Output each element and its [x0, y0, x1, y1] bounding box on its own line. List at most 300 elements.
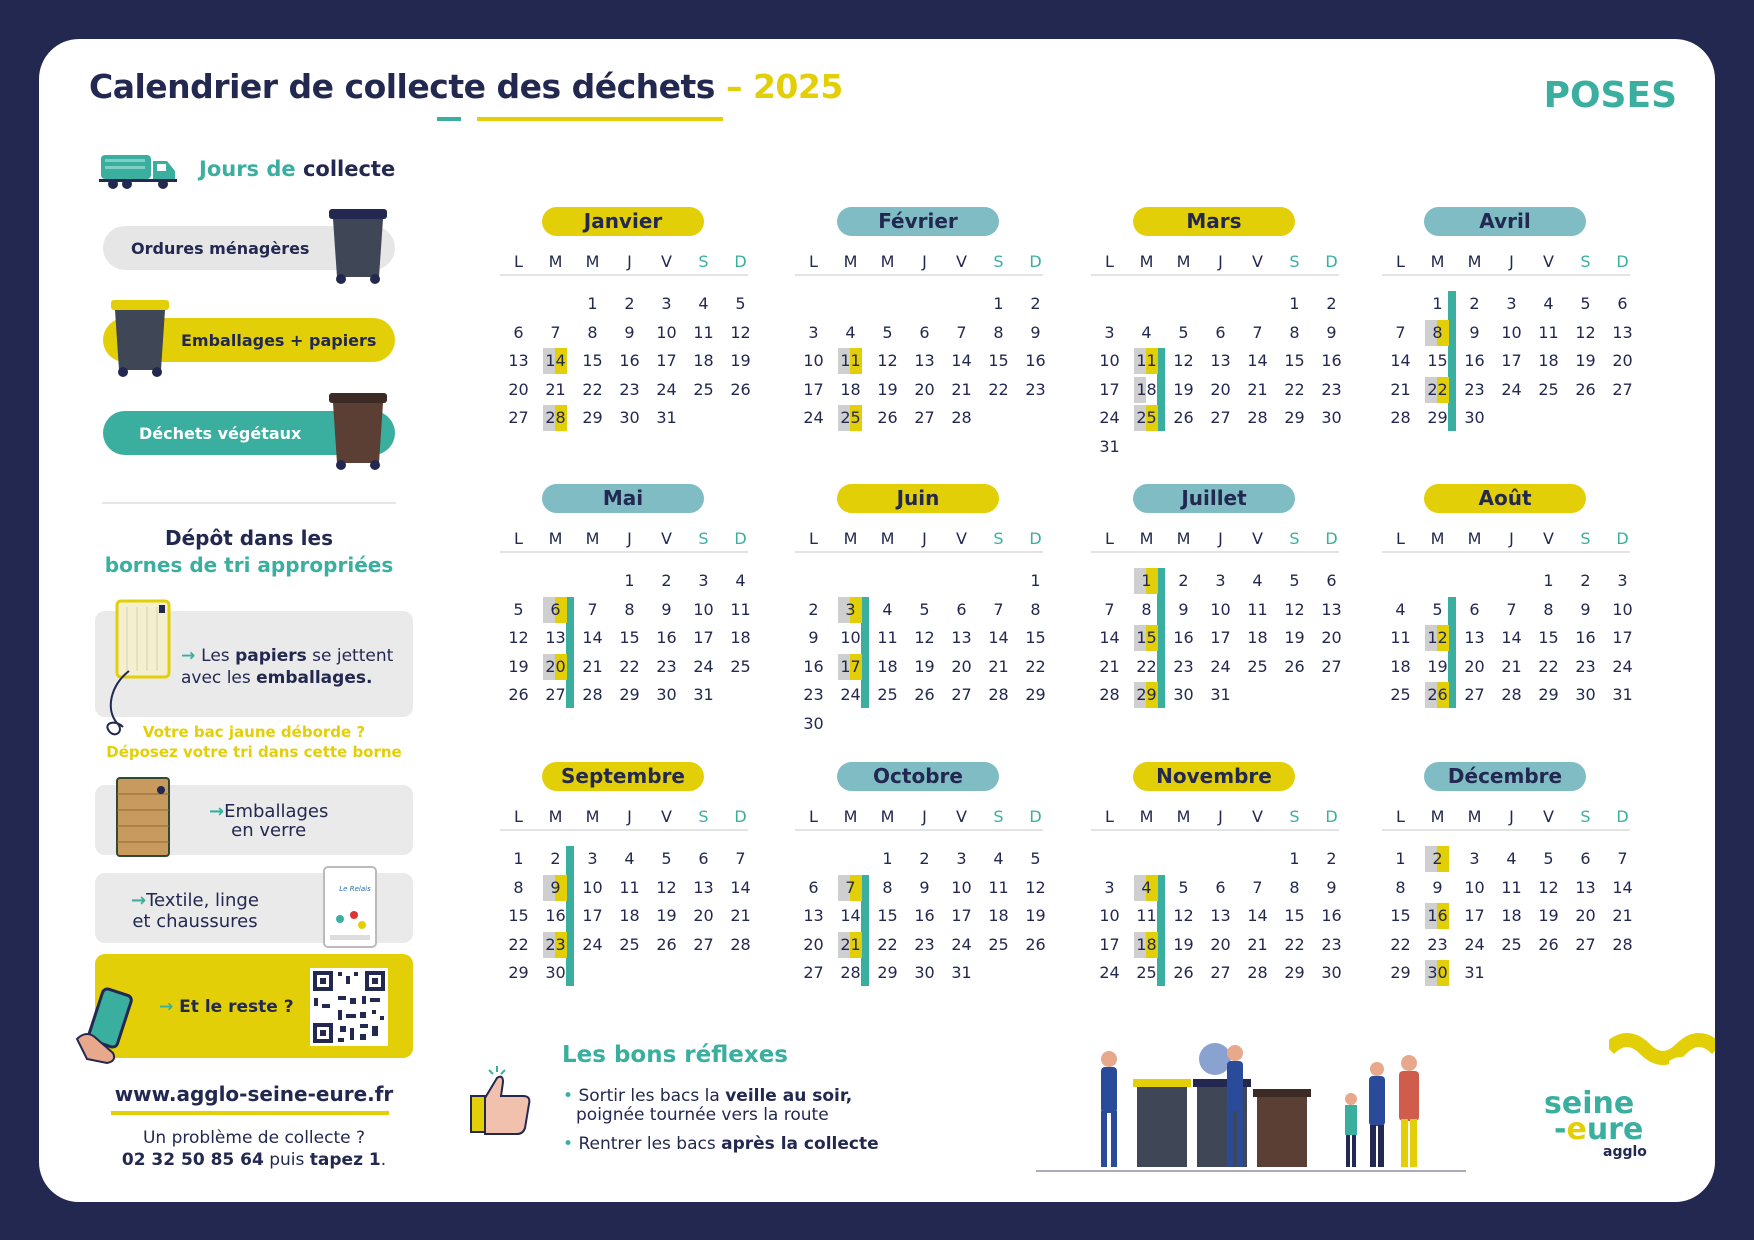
calendar-day: 9	[1580, 599, 1591, 619]
weekday-label: S	[1289, 529, 1300, 548]
calendar-day: 1	[1289, 294, 1300, 313]
calendar-day: 5	[1580, 294, 1591, 313]
calendar-day: 10	[693, 599, 714, 619]
legend-title: Jours de collecte	[199, 157, 396, 181]
calendar-day: 6	[1617, 294, 1628, 313]
calendar-day: 6	[698, 849, 709, 868]
website-link[interactable]: www.agglo-seine-eure.fr	[114, 1082, 394, 1106]
calendar-day: 24	[1464, 934, 1485, 954]
calendar-day: 26	[1575, 379, 1596, 399]
calendar-day: 30	[656, 685, 677, 705]
calendar-day: 1	[1030, 571, 1041, 590]
calendar-day: 22	[1136, 656, 1157, 676]
weekday-label: V	[1543, 807, 1554, 826]
calendar-day: 19	[730, 351, 751, 371]
calendar-day: 13	[914, 351, 935, 371]
calendar-day: 6	[1215, 322, 1226, 342]
calendar-day: 1	[1432, 294, 1443, 313]
calendar-day: 28	[1390, 408, 1411, 428]
calendar-day: 4	[845, 322, 856, 342]
calendar-day: 3	[1104, 877, 1115, 897]
weekday-label: M	[843, 252, 858, 271]
calendar-day: 16	[914, 906, 935, 926]
wave-decoration-white	[1669, 1051, 1715, 1079]
calendar-day: 7	[845, 877, 856, 897]
calendar-day: 30	[1321, 963, 1342, 983]
calendar-day: 6	[1469, 599, 1480, 619]
calendar-day: 24	[803, 408, 824, 428]
calendar-day: 23	[656, 656, 677, 676]
glass-bank-icon	[115, 776, 171, 858]
calendar-day: 11	[1538, 322, 1559, 342]
calendar-day: 14	[1501, 628, 1522, 648]
calendar-day: 13	[1210, 351, 1231, 371]
textile-bank-icon	[322, 865, 378, 949]
weekday-label: D	[1616, 807, 1629, 826]
calendar-day: 28	[1247, 963, 1268, 983]
weekday-label: M	[1139, 807, 1154, 826]
calendar-day: 20	[1321, 628, 1342, 648]
weekday-label: D	[734, 529, 747, 548]
calendar-day: 20	[1612, 351, 1633, 371]
calendar-day: 17	[1099, 934, 1120, 954]
calendar-day: 12	[877, 351, 898, 371]
weekday-header	[500, 529, 748, 553]
weekday-label: J	[922, 807, 927, 826]
calendar-day: 3	[587, 849, 598, 868]
calendar-day: 23	[914, 934, 935, 954]
calendar-day: 22	[1284, 934, 1305, 954]
calendar-day: 2	[1580, 571, 1591, 590]
calendar-day: 17	[656, 351, 677, 371]
calendar-day: 1	[513, 849, 524, 868]
weekday-label: M	[585, 529, 600, 548]
legend-emballages: Emballages + papiers	[103, 318, 395, 362]
calendar-day: 26	[877, 408, 898, 428]
calendar-day: 20	[1464, 656, 1485, 676]
weekday-label: J	[1509, 529, 1514, 548]
calendar-day: 17	[951, 906, 972, 926]
calendar-day: 23	[1464, 379, 1485, 399]
calendar-day: 18	[1501, 906, 1522, 926]
weekday-label: D	[1029, 529, 1042, 548]
calendar-day: 31	[693, 685, 714, 705]
reflexe-2: • Rentrer les bacs après la collecte	[563, 1134, 879, 1154]
calendar-day: 8	[1141, 599, 1152, 619]
month-title: Mai	[542, 484, 704, 513]
calendar-day: 7	[735, 849, 746, 868]
weekday-label: L	[514, 807, 523, 826]
calendar-day: 23	[1321, 379, 1342, 399]
weekday-label: L	[514, 529, 523, 548]
weekday-label: M	[1139, 252, 1154, 271]
calendar-day: 22	[619, 656, 640, 676]
calendar-day: 5	[1543, 849, 1554, 868]
calendar-day: 2	[808, 599, 819, 619]
weekday-header	[1091, 252, 1339, 276]
calendar-day: 26	[1427, 685, 1448, 705]
calendar-day: 6	[550, 599, 561, 619]
calendar-day: 31	[1612, 685, 1633, 705]
calendar-day: 5	[882, 322, 893, 342]
weekday-label: L	[1105, 807, 1114, 826]
calendar-day: 2	[919, 849, 930, 868]
calendar-day: 22	[1427, 379, 1448, 399]
weekday-header	[1091, 529, 1339, 553]
calendar-day: 9	[1178, 599, 1189, 619]
calendar-day: 17	[1464, 906, 1485, 926]
weekday-label: L	[809, 529, 818, 548]
weekday-label: M	[1176, 252, 1191, 271]
calendar-day: 18	[988, 906, 1009, 926]
weekday-label: L	[1105, 529, 1114, 548]
weekday-label: M	[1430, 807, 1445, 826]
month-title: Décembre	[1424, 762, 1586, 791]
website-underline	[111, 1111, 389, 1115]
calendar-day: 14	[840, 906, 861, 926]
calendar-day: 4	[735, 571, 746, 590]
calendar-day: 31	[951, 963, 972, 983]
calendar-day: 12	[914, 628, 935, 648]
borne-papiers-text: → Les papiers se jettent avec les emballages.	[181, 646, 394, 688]
calendar-day: 11	[988, 877, 1009, 897]
weekday-label: D	[1325, 807, 1338, 826]
calendar-day: 15	[582, 351, 603, 371]
calendar-day: 1	[587, 294, 598, 313]
calendar-day: 13	[1464, 628, 1485, 648]
calendar-day: 4	[1141, 877, 1152, 897]
seine-eure-logo: seine -eure	[1544, 1086, 1644, 1147]
calendar-day: 11	[840, 351, 861, 371]
calendar-day: 22	[508, 934, 529, 954]
calendar-day: 15	[1284, 906, 1305, 926]
calendar-day: 11	[1136, 351, 1157, 371]
weekday-label: M	[880, 807, 895, 826]
calendar-day: 5	[919, 599, 930, 619]
weekday-label: M	[1430, 529, 1445, 548]
calendar-day: 2	[1030, 294, 1041, 313]
calendar-day: 24	[582, 934, 603, 954]
calendar-day: 27	[1321, 656, 1342, 676]
calendar-day: 20	[693, 906, 714, 926]
calendar-day: 23	[1173, 656, 1194, 676]
calendar-day: 8	[882, 877, 893, 897]
calendar-day: 31	[1210, 685, 1231, 705]
separator	[102, 502, 396, 504]
calendar-day: 1	[882, 849, 893, 868]
calendar-day: 29	[877, 963, 898, 983]
calendar-day: 26	[1173, 963, 1194, 983]
reflexe-1: • Sortir les bacs la veille au soir, poignée tournée vers la route	[563, 1086, 853, 1125]
calendar-day: 12	[1427, 628, 1448, 648]
calendar-day: 26	[656, 934, 677, 954]
calendar-day: 5	[1030, 849, 1041, 868]
calendar-day: 4	[882, 599, 893, 619]
calendar-day: 28	[1099, 685, 1120, 705]
calendar-day: 11	[1501, 877, 1522, 897]
calendar-day: 10	[951, 877, 972, 897]
calendar-day: 10	[1210, 599, 1231, 619]
weekday-label: M	[1430, 252, 1445, 271]
calendar-day: 6	[919, 322, 930, 342]
calendar-day: 6	[513, 322, 524, 342]
smartphone-hand-icon	[73, 987, 143, 1067]
calendar-day: 27	[1210, 408, 1231, 428]
weekday-label: D	[1616, 529, 1629, 548]
calendar-day: 22	[1025, 656, 1046, 676]
month-title: Juillet	[1133, 484, 1295, 513]
calendar-day: 20	[914, 379, 935, 399]
calendar-day: 10	[803, 351, 824, 371]
calendar-day: 18	[693, 351, 714, 371]
calendar-day: 18	[877, 656, 898, 676]
weekday-header	[795, 529, 1043, 553]
calendar-day: 25	[840, 408, 861, 428]
calendar-day: 8	[1543, 599, 1554, 619]
calendar-day: 6	[808, 877, 819, 897]
calendar-day: 8	[1289, 322, 1300, 342]
calendar-day: 24	[1099, 963, 1120, 983]
calendar-day: 14	[1612, 877, 1633, 897]
calendar-day: 14	[1247, 906, 1268, 926]
calendar-day: 11	[877, 628, 898, 648]
calendar-day: 16	[1575, 628, 1596, 648]
calendar-day: 3	[808, 322, 819, 342]
calendar-day: 11	[1247, 599, 1268, 619]
title-underline-teal	[437, 117, 461, 121]
calendar-day: 2	[1432, 849, 1443, 868]
calendar-day: 25	[619, 934, 640, 954]
calendar-day: 17	[1501, 351, 1522, 371]
calendar-day: 19	[656, 906, 677, 926]
weekday-label: D	[734, 807, 747, 826]
calendar-day: 13	[1210, 906, 1231, 926]
calendar-day: 11	[1136, 906, 1157, 926]
calendar-day: 25	[693, 379, 714, 399]
calendar-day: 27	[1464, 685, 1485, 705]
weekday-label: L	[514, 252, 523, 271]
month-title: Mars	[1133, 207, 1295, 236]
weekday-header	[1382, 807, 1630, 831]
weekday-label: J	[627, 252, 632, 271]
weekday-label: D	[734, 252, 747, 271]
weekday-label: M	[1139, 529, 1154, 548]
calendar-day: 24	[951, 934, 972, 954]
calendar-day: 4	[624, 849, 635, 868]
people-bins-illustration	[1069, 1039, 1469, 1171]
calendar-day: 23	[803, 685, 824, 705]
calendar-day: 5	[1178, 877, 1189, 897]
calendar-day: 19	[1173, 379, 1194, 399]
calendar-day: 19	[914, 656, 935, 676]
weekday-label: V	[956, 529, 967, 548]
calendar-day: 12	[1173, 906, 1194, 926]
grey-bin-icon	[327, 207, 389, 285]
calendar-day: 28	[545, 408, 566, 428]
weekday-label: L	[1396, 807, 1405, 826]
calendar-day: 27	[545, 685, 566, 705]
calendar-day: 13	[951, 628, 972, 648]
calendar-day: 7	[1104, 599, 1115, 619]
weekday-label: M	[843, 529, 858, 548]
calendar-day: 29	[1284, 408, 1305, 428]
weekday-label: V	[956, 807, 967, 826]
weekday-label: V	[1543, 529, 1554, 548]
calendar-day: 29	[1427, 408, 1448, 428]
legend-ordures: Ordures ménagères	[103, 226, 395, 270]
calendar-day: 1	[1395, 849, 1406, 868]
calendar-day: 28	[988, 685, 1009, 705]
calendar-day: 12	[1025, 877, 1046, 897]
calendar-day: 7	[1252, 877, 1263, 897]
calendar-day: 10	[1501, 322, 1522, 342]
calendar-day: 19	[1025, 906, 1046, 926]
weekday-label: J	[1509, 807, 1514, 826]
weekday-label: S	[993, 807, 1004, 826]
weekday-label: M	[585, 807, 600, 826]
calendar-day: 28	[1501, 685, 1522, 705]
calendar-day: 23	[1321, 934, 1342, 954]
calendar-day: 26	[508, 685, 529, 705]
calendar-day: 22	[582, 379, 603, 399]
calendar-day: 31	[1464, 963, 1485, 983]
calendar-day: 9	[1326, 877, 1337, 897]
weekday-label: M	[1467, 807, 1482, 826]
calendar-day: 15	[508, 906, 529, 926]
weekday-label: M	[548, 807, 563, 826]
calendar-day: 22	[1538, 656, 1559, 676]
calendar-day: 5	[735, 294, 746, 313]
calendar-day: 18	[1390, 656, 1411, 676]
calendar-day: 19	[877, 379, 898, 399]
weekday-label: J	[1509, 252, 1514, 271]
calendar-day: 27	[803, 963, 824, 983]
weekday-label: M	[585, 252, 600, 271]
calendar-day: 11	[619, 877, 640, 897]
weekday-label: V	[1543, 252, 1554, 271]
month-title: Novembre	[1133, 762, 1295, 791]
calendar-day: 8	[1030, 599, 1041, 619]
weekday-label: S	[1580, 807, 1591, 826]
calendar-day: 21	[1390, 379, 1411, 399]
calendar-day: 18	[730, 628, 751, 648]
calendar-day: 16	[619, 351, 640, 371]
calendar-day: 15	[877, 906, 898, 926]
calendar-day: 4	[698, 294, 709, 313]
calendar-day: 19	[1427, 656, 1448, 676]
weekday-label: M	[880, 252, 895, 271]
weekday-label: M	[1176, 529, 1191, 548]
calendar-card	[39, 39, 1715, 1202]
weekday-label: L	[1396, 252, 1405, 271]
calendar-day: 4	[1252, 571, 1263, 590]
calendar-day: 21	[730, 906, 751, 926]
calendar-day: 20	[1210, 934, 1231, 954]
qr-code-icon[interactable]	[310, 968, 388, 1046]
calendar-day: 2	[1326, 294, 1337, 313]
calendar-day: 18	[619, 906, 640, 926]
weekday-label: V	[1252, 252, 1263, 271]
calendar-day: 19	[1173, 934, 1194, 954]
month-title: Février	[837, 207, 999, 236]
calendar-day: 3	[1506, 294, 1517, 313]
calendar-day: 9	[919, 877, 930, 897]
calendar-day: 30	[1575, 685, 1596, 705]
weekday-label: S	[698, 529, 709, 548]
calendar-day: 17	[1099, 379, 1120, 399]
calendar-day: 8	[1395, 877, 1406, 897]
calendar-day: 16	[1427, 906, 1448, 926]
weekday-header	[795, 807, 1043, 831]
calendar-day: 15	[988, 351, 1009, 371]
calendar-day: 7	[587, 599, 598, 619]
calendar-day: 29	[1284, 963, 1305, 983]
yellow-bin-icon	[109, 298, 171, 378]
calendar-day: 21	[1247, 934, 1268, 954]
weekday-label: S	[1289, 807, 1300, 826]
calendar-day: 31	[656, 408, 677, 428]
weekday-header	[500, 807, 748, 831]
calendar-day: 23	[1575, 656, 1596, 676]
calendar-day: 24	[1612, 656, 1633, 676]
calendar-day: 30	[803, 714, 824, 733]
calendar-day: 7	[1252, 322, 1263, 342]
calendar-day: 13	[545, 628, 566, 648]
calendar-day: 17	[1612, 628, 1633, 648]
calendar-day: 25	[877, 685, 898, 705]
calendar-day: 17	[803, 379, 824, 399]
calendar-day: 21	[545, 379, 566, 399]
calendar-day: 16	[656, 628, 677, 648]
phone-number[interactable]: 02 32 50 85 64	[121, 1150, 264, 1170]
calendar-day: 24	[693, 656, 714, 676]
ground-line	[1036, 1170, 1466, 1172]
calendar-day: 6	[956, 599, 967, 619]
calendar-day: 12	[1538, 877, 1559, 897]
calendar-day: 21	[988, 656, 1009, 676]
weekday-header	[795, 252, 1043, 276]
weekday-label: D	[1325, 529, 1338, 548]
calendar-day: 25	[1538, 379, 1559, 399]
calendar-day: 28	[1247, 408, 1268, 428]
weekday-label: S	[698, 807, 709, 826]
weekday-label: V	[956, 252, 967, 271]
borne-textile-text: →Textile, linge et chaussures	[131, 890, 259, 932]
calendar-day: 22	[1284, 379, 1305, 399]
calendar-day: 15	[1025, 628, 1046, 648]
month-title: Juin	[837, 484, 999, 513]
calendar-day: 2	[1469, 294, 1480, 313]
calendar-day: 7	[1617, 849, 1628, 868]
calendar-day: 27	[1210, 963, 1231, 983]
calendar-day: 25	[1501, 934, 1522, 954]
calendar-day: 28	[951, 408, 972, 428]
calendar-day: 11	[730, 599, 751, 619]
calendar-day: 10	[1099, 351, 1120, 371]
calendar-day: 8	[993, 322, 1004, 342]
weekday-label: J	[1218, 252, 1223, 271]
calendar-day: 15	[1136, 628, 1157, 648]
weekday-header	[1382, 252, 1630, 276]
calendar-day: 4	[1543, 294, 1554, 313]
calendar-day: 26	[1173, 408, 1194, 428]
calendar-day: 31	[1099, 437, 1120, 456]
calendar-day: 8	[1432, 322, 1443, 342]
calendar-day: 12	[656, 877, 677, 897]
calendar-day: 16	[803, 656, 824, 676]
calendar-day: 18	[840, 379, 861, 399]
page-title: Calendrier de collecte des déchets – 2025	[89, 67, 843, 106]
